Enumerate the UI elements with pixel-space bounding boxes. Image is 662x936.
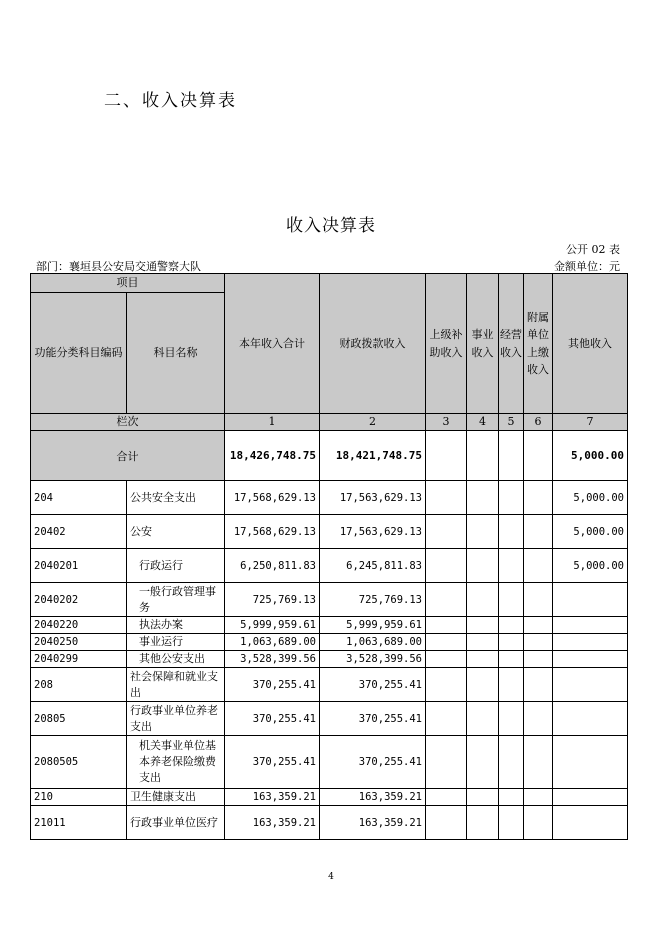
row-other-income <box>553 583 628 617</box>
row-business-income <box>467 668 499 702</box>
table-row <box>31 736 628 789</box>
row-upper-subsidy <box>426 806 467 840</box>
row-total-income: 725,769.13 <box>225 583 320 617</box>
row-fiscal-income: 6,245,811.83 <box>320 549 426 583</box>
row-other-income <box>553 736 628 789</box>
row-name: 行政事业单位医疗 <box>127 806 225 840</box>
row-code: 2080505 <box>31 736 127 789</box>
col-number: 5 <box>499 414 524 431</box>
row-fiscal-income: 370,255.41 <box>320 668 426 702</box>
total-label: 合计 <box>31 431 225 481</box>
row-total-income: 370,255.41 <box>225 736 320 789</box>
row-other-income <box>553 617 628 634</box>
row-other-income <box>553 806 628 840</box>
row-operating-income <box>499 789 524 806</box>
row-upper-subsidy <box>426 617 467 634</box>
section-title: 二、收入决算表 <box>104 91 237 111</box>
row-business-income <box>467 651 499 668</box>
row-other-income <box>553 651 628 668</box>
row-other-income <box>553 634 628 651</box>
table-row <box>31 789 628 806</box>
row-business-income <box>467 549 499 583</box>
row-affiliated-income <box>524 481 553 515</box>
page-number: 4 <box>328 872 334 882</box>
row-total-income: 370,255.41 <box>225 668 320 702</box>
row-upper-subsidy <box>426 634 467 651</box>
row-code: 2040250 <box>31 634 127 651</box>
col-number: 3 <box>426 414 467 431</box>
total-other-value: 5,000.00 <box>553 431 628 481</box>
row-other-income <box>553 789 628 806</box>
col-number: 1 <box>225 414 320 431</box>
row-name: 社会保障和就业支出 <box>127 668 225 702</box>
row-name: 公共安全支出 <box>127 481 225 515</box>
row-operating-income <box>499 617 524 634</box>
row-business-income <box>467 789 499 806</box>
header-other-income: 其他收入 <box>553 274 628 414</box>
col-number: 2 <box>320 414 426 431</box>
row-fiscal-income: 17,563,629.13 <box>320 481 426 515</box>
row-affiliated-income <box>524 549 553 583</box>
row-operating-income <box>499 634 524 651</box>
row-fiscal-income: 725,769.13 <box>320 583 426 617</box>
row-name: 行政运行 <box>127 549 225 583</box>
header-fiscal-income: 财政拨款收入 <box>320 274 426 414</box>
header-column-order: 栏次 <box>31 414 225 431</box>
row-fiscal-income: 370,255.41 <box>320 702 426 736</box>
row-affiliated-income <box>524 736 553 789</box>
row-affiliated-income <box>524 806 553 840</box>
header-project: 项目 <box>31 274 225 293</box>
total-income-value: 18,426,748.75 <box>225 431 320 481</box>
row-upper-subsidy <box>426 481 467 515</box>
row-fiscal-income: 3,528,399.56 <box>320 651 426 668</box>
row-operating-income <box>499 515 524 549</box>
row-total-income: 17,568,629.13 <box>225 481 320 515</box>
row-code: 2040299 <box>31 651 127 668</box>
row-name: 事业运行 <box>127 634 225 651</box>
unit-label: 金额单位：元 <box>554 260 620 273</box>
row-total-income: 370,255.41 <box>225 702 320 736</box>
row-code: 21011 <box>31 806 127 840</box>
col-number: 4 <box>467 414 499 431</box>
row-other-income: 5,000.00 <box>553 515 628 549</box>
row-name: 行政事业单位养老支出 <box>127 702 225 736</box>
row-code: 204 <box>31 481 127 515</box>
row-affiliated-income <box>524 617 553 634</box>
row-name: 机关事业单位基本养老保险缴费支出 <box>127 736 225 789</box>
department-label: 部门：襄垣县公安局交通警察大队 <box>36 260 201 273</box>
form-code: 公开 02 表 <box>566 243 620 256</box>
col-number: 7 <box>553 414 628 431</box>
row-total-income: 1,063,689.00 <box>225 634 320 651</box>
row-operating-income <box>499 806 524 840</box>
row-name: 其他公安支出 <box>127 651 225 668</box>
header-business-income: 事业收入 <box>467 274 499 414</box>
row-fiscal-income: 17,563,629.13 <box>320 515 426 549</box>
row-upper-subsidy <box>426 549 467 583</box>
row-business-income <box>467 634 499 651</box>
row-operating-income <box>499 668 524 702</box>
total-row <box>31 431 628 481</box>
row-code: 2040202 <box>31 583 127 617</box>
row-affiliated-income <box>524 702 553 736</box>
row-upper-subsidy <box>426 789 467 806</box>
row-name: 公安 <box>127 515 225 549</box>
total-fiscal-value: 18,421,748.75 <box>320 431 426 481</box>
row-total-income: 163,359.21 <box>225 806 320 840</box>
row-upper-subsidy <box>426 515 467 549</box>
row-other-income <box>553 702 628 736</box>
row-business-income <box>467 481 499 515</box>
table-title: 收入决算表 <box>286 216 376 236</box>
row-total-income: 163,359.21 <box>225 789 320 806</box>
income-table <box>30 273 628 840</box>
row-fiscal-income: 370,255.41 <box>320 736 426 789</box>
row-fiscal-income: 163,359.21 <box>320 789 426 806</box>
row-business-income <box>467 736 499 789</box>
row-affiliated-income <box>524 583 553 617</box>
row-name: 一般行政管理事务 <box>127 583 225 617</box>
table-row <box>31 515 628 549</box>
row-name: 执法办案 <box>127 617 225 634</box>
row-affiliated-income <box>524 668 553 702</box>
row-code: 210 <box>31 789 127 806</box>
table-row <box>31 634 628 651</box>
table-row <box>31 806 628 840</box>
row-operating-income <box>499 736 524 789</box>
row-name: 卫生健康支出 <box>127 789 225 806</box>
row-operating-income <box>499 549 524 583</box>
row-upper-subsidy <box>426 668 467 702</box>
row-business-income <box>467 583 499 617</box>
row-other-income: 5,000.00 <box>553 549 628 583</box>
row-business-income <box>467 702 499 736</box>
header-func-code: 功能分类科目编码 <box>31 293 127 414</box>
row-business-income <box>467 515 499 549</box>
row-fiscal-income: 163,359.21 <box>320 806 426 840</box>
table-row <box>31 481 628 515</box>
row-upper-subsidy <box>426 583 467 617</box>
col-number: 6 <box>524 414 553 431</box>
row-operating-income <box>499 702 524 736</box>
row-affiliated-income <box>524 789 553 806</box>
row-other-income: 5,000.00 <box>553 481 628 515</box>
row-code: 2040220 <box>31 617 127 634</box>
row-code: 2040201 <box>31 549 127 583</box>
row-operating-income <box>499 583 524 617</box>
row-operating-income <box>499 481 524 515</box>
header-upper-subsidy: 上级补助收入 <box>426 274 467 414</box>
row-total-income: 6,250,811.83 <box>225 549 320 583</box>
row-total-income: 5,999,959.61 <box>225 617 320 634</box>
header-operating-income: 经营收入 <box>499 274 524 414</box>
row-code: 208 <box>31 668 127 702</box>
table-row <box>31 668 628 702</box>
header-item-name: 科目名称 <box>127 293 225 414</box>
table-row <box>31 617 628 634</box>
row-fiscal-income: 5,999,959.61 <box>320 617 426 634</box>
header-total-income: 本年收入合计 <box>225 274 320 414</box>
table-row <box>31 651 628 668</box>
row-affiliated-income <box>524 634 553 651</box>
row-total-income: 17,568,629.13 <box>225 515 320 549</box>
row-code: 20805 <box>31 702 127 736</box>
row-business-income <box>467 617 499 634</box>
row-operating-income <box>499 651 524 668</box>
row-upper-subsidy <box>426 702 467 736</box>
row-upper-subsidy <box>426 736 467 789</box>
row-other-income <box>553 668 628 702</box>
row-total-income: 3,528,399.56 <box>225 651 320 668</box>
row-affiliated-income <box>524 651 553 668</box>
row-upper-subsidy <box>426 651 467 668</box>
table-row <box>31 549 628 583</box>
row-business-income <box>467 806 499 840</box>
row-fiscal-income: 1,063,689.00 <box>320 634 426 651</box>
row-affiliated-income <box>524 515 553 549</box>
table-row <box>31 702 628 736</box>
table-row <box>31 583 628 617</box>
header-affiliated-income: 附属单位上缴收入 <box>524 274 553 414</box>
row-code: 20402 <box>31 515 127 549</box>
